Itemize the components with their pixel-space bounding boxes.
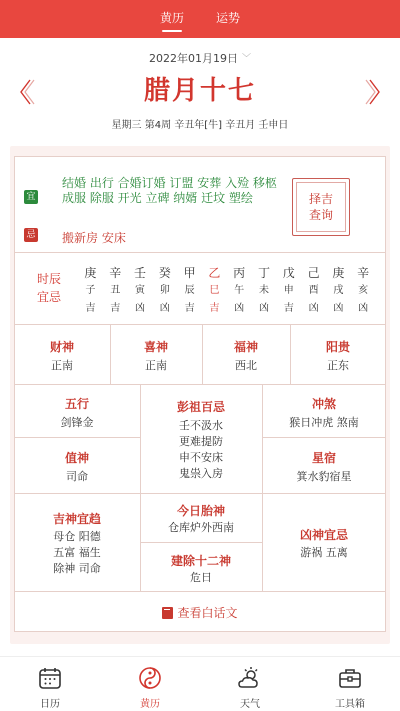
shichen-zhi-cell: 丑 — [110, 285, 121, 296]
divider — [14, 437, 140, 438]
shichen-gan-cell: 庚 — [84, 266, 97, 280]
nav-label: 黄历 — [140, 699, 160, 710]
chongsha-value: 猴日冲虎 煞南 — [289, 416, 359, 429]
divider — [140, 542, 262, 543]
top-tabs — [0, 0, 400, 38]
solar-date: 2022年01月19日 — [148, 52, 238, 65]
weather-icon — [237, 665, 263, 691]
shichen-zhi-cell: 子 — [85, 285, 96, 296]
shichen-zhi-cell: 申 — [283, 285, 294, 296]
calendar-icon — [37, 665, 63, 691]
nav-label: 日历 — [40, 699, 60, 710]
lunar-date: 腊月十七 — [143, 76, 256, 106]
zeji-label: 择吉 查询 — [308, 192, 333, 222]
ji-text: 搬新房 安床 — [62, 231, 126, 245]
ganzhi-info: 星期三 第4周 辛丑年[牛] 辛丑月 壬申日 — [111, 120, 289, 131]
nav-calendar[interactable] — [0, 657, 100, 711]
yanggui-value: 正东 — [327, 359, 349, 372]
shichen-gan-cell: 乙 — [208, 266, 221, 280]
shichen-zhi-cell: 酉 — [308, 285, 319, 296]
pengzu-values: 壬不汲水 更难提防 申不安床 鬼祟入房 — [179, 419, 223, 480]
xiongshen-value: 游祸 五离 — [300, 546, 348, 559]
shichen-zhi-cell: 午 — [234, 285, 245, 296]
shichen-zhi-cell: 未 — [258, 285, 269, 296]
shichen-zhi-cell: 辰 — [184, 285, 195, 296]
jianchu-value: 危日 — [190, 571, 212, 584]
shichen-label: 时辰宜忌 — [36, 272, 61, 304]
xingxiu-value: 箕水豹宿星 — [296, 470, 352, 483]
shichen-gan-cell: 己 — [307, 266, 320, 280]
caishen-title: 财神 — [49, 340, 74, 354]
jishen-title: 吉神宜趋 — [52, 512, 101, 526]
divider — [14, 252, 386, 253]
nav-label: 天气 — [240, 699, 260, 710]
shichen-luck-cell: 凶 — [358, 303, 369, 314]
solar-date-picker[interactable] — [0, 50, 400, 66]
nav-toolbox[interactable] — [300, 657, 400, 711]
zeji-query-button[interactable] — [292, 178, 350, 236]
toolbox-icon — [337, 665, 363, 691]
wuxing-title: 五行 — [64, 397, 89, 411]
shichen-luck-cell: 凶 — [258, 303, 269, 314]
jishen-values: 母仓 阳德 五富 福生 除神 司命 — [53, 530, 101, 575]
taishen-title: 今日胎神 — [176, 504, 225, 518]
shichen-luck-cell: 凶 — [333, 303, 344, 314]
shichen-zhi-cell: 巳 — [209, 285, 220, 296]
xiongshen-title: 凶神宜忌 — [299, 528, 348, 542]
chevron-down-icon: ﹀ — [241, 54, 251, 64]
view-vernacular-link[interactable] — [0, 604, 400, 621]
xingxiu-title: 星宿 — [311, 451, 336, 465]
yanggui-title: 阳贵 — [325, 340, 350, 354]
shichen-luck-cell: 吉 — [110, 303, 121, 314]
shichen-luck-cell: 吉 — [184, 303, 195, 314]
shichen-gan-cell: 辛 — [357, 266, 370, 280]
zhishen-value: 司命 — [66, 470, 88, 483]
almanac-icon — [137, 665, 163, 691]
shichen-zhi-cell: 寅 — [134, 285, 145, 296]
shichen-row-luck — [78, 300, 376, 318]
book-icon — [162, 607, 173, 619]
shichen-luck-cell: 吉 — [85, 303, 96, 314]
tab-huangli[interactable]: 黄历 — [156, 0, 188, 38]
divider — [262, 437, 386, 438]
nav-weather[interactable] — [200, 657, 300, 711]
pengzu-title: 彭祖百忌 — [176, 400, 225, 414]
shichen-zhi-cell: 戌 — [333, 285, 344, 296]
zhishen-title: 值神 — [64, 451, 89, 465]
shichen-luck-cell: 凶 — [134, 303, 145, 314]
view-vernacular-label: 查看白话文 — [177, 606, 238, 620]
prev-day-arrow-icon[interactable] — [18, 78, 36, 106]
shichen-gan-cell: 甲 — [183, 266, 196, 280]
xishen-value: 正南 — [145, 359, 167, 372]
jianchu-title: 建除十二神 — [170, 554, 231, 568]
divider — [14, 591, 386, 592]
shichen-luck-cell: 凶 — [234, 303, 245, 314]
shichen-gan-cell: 戊 — [282, 266, 295, 280]
nav-almanac[interactable] — [100, 657, 200, 711]
shichen-luck-cell: 凶 — [308, 303, 319, 314]
divider — [14, 324, 386, 325]
chongsha-title: 冲煞 — [311, 397, 336, 411]
shichen-gan-cell: 辛 — [109, 266, 122, 280]
shichen-zhi-cell: 卯 — [159, 285, 170, 296]
taishen-value: 仓库炉外西南 — [168, 521, 234, 534]
shichen-luck-cell: 凶 — [159, 303, 170, 314]
yi-text: 结婚 出行 合婚订婚 订盟 安葬 入殓 移柩 成服 除服 开光 立碑 纳婿 迁坟 塑绘 — [62, 176, 277, 205]
tab-yunshi[interactable]: 运势 — [216, 11, 241, 25]
shichen-gan-cell: 癸 — [158, 266, 171, 280]
divider — [14, 384, 386, 385]
shichen-luck-cell: 吉 — [209, 303, 220, 314]
wuxing-value: 剑锋金 — [60, 416, 94, 429]
shichen-zhi-cell: 亥 — [358, 285, 369, 296]
shichen-luck-cell: 吉 — [283, 303, 294, 314]
xishen-title: 喜神 — [143, 340, 168, 354]
next-day-arrow-icon[interactable] — [364, 78, 382, 106]
shichen-gan-cell: 丁 — [257, 266, 270, 280]
yi-badge: 宜 — [24, 190, 38, 204]
shichen-row-zhi — [78, 282, 376, 300]
fushen-title: 福神 — [233, 340, 258, 354]
bottom-nav — [0, 656, 400, 711]
divider — [14, 493, 386, 494]
shichen-gan-cell: 庚 — [332, 266, 345, 280]
shichen-gan-cell: 壬 — [133, 266, 146, 280]
shichen-gan-cell: 丙 — [233, 266, 246, 280]
fushen-value: 西北 — [235, 359, 257, 372]
ji-badge: 忌 — [24, 228, 38, 242]
caishen-value: 正南 — [51, 359, 73, 372]
shichen-grid — [78, 264, 376, 318]
shichen-row-gan — [78, 264, 376, 282]
nav-label: 工具箱 — [335, 699, 365, 710]
